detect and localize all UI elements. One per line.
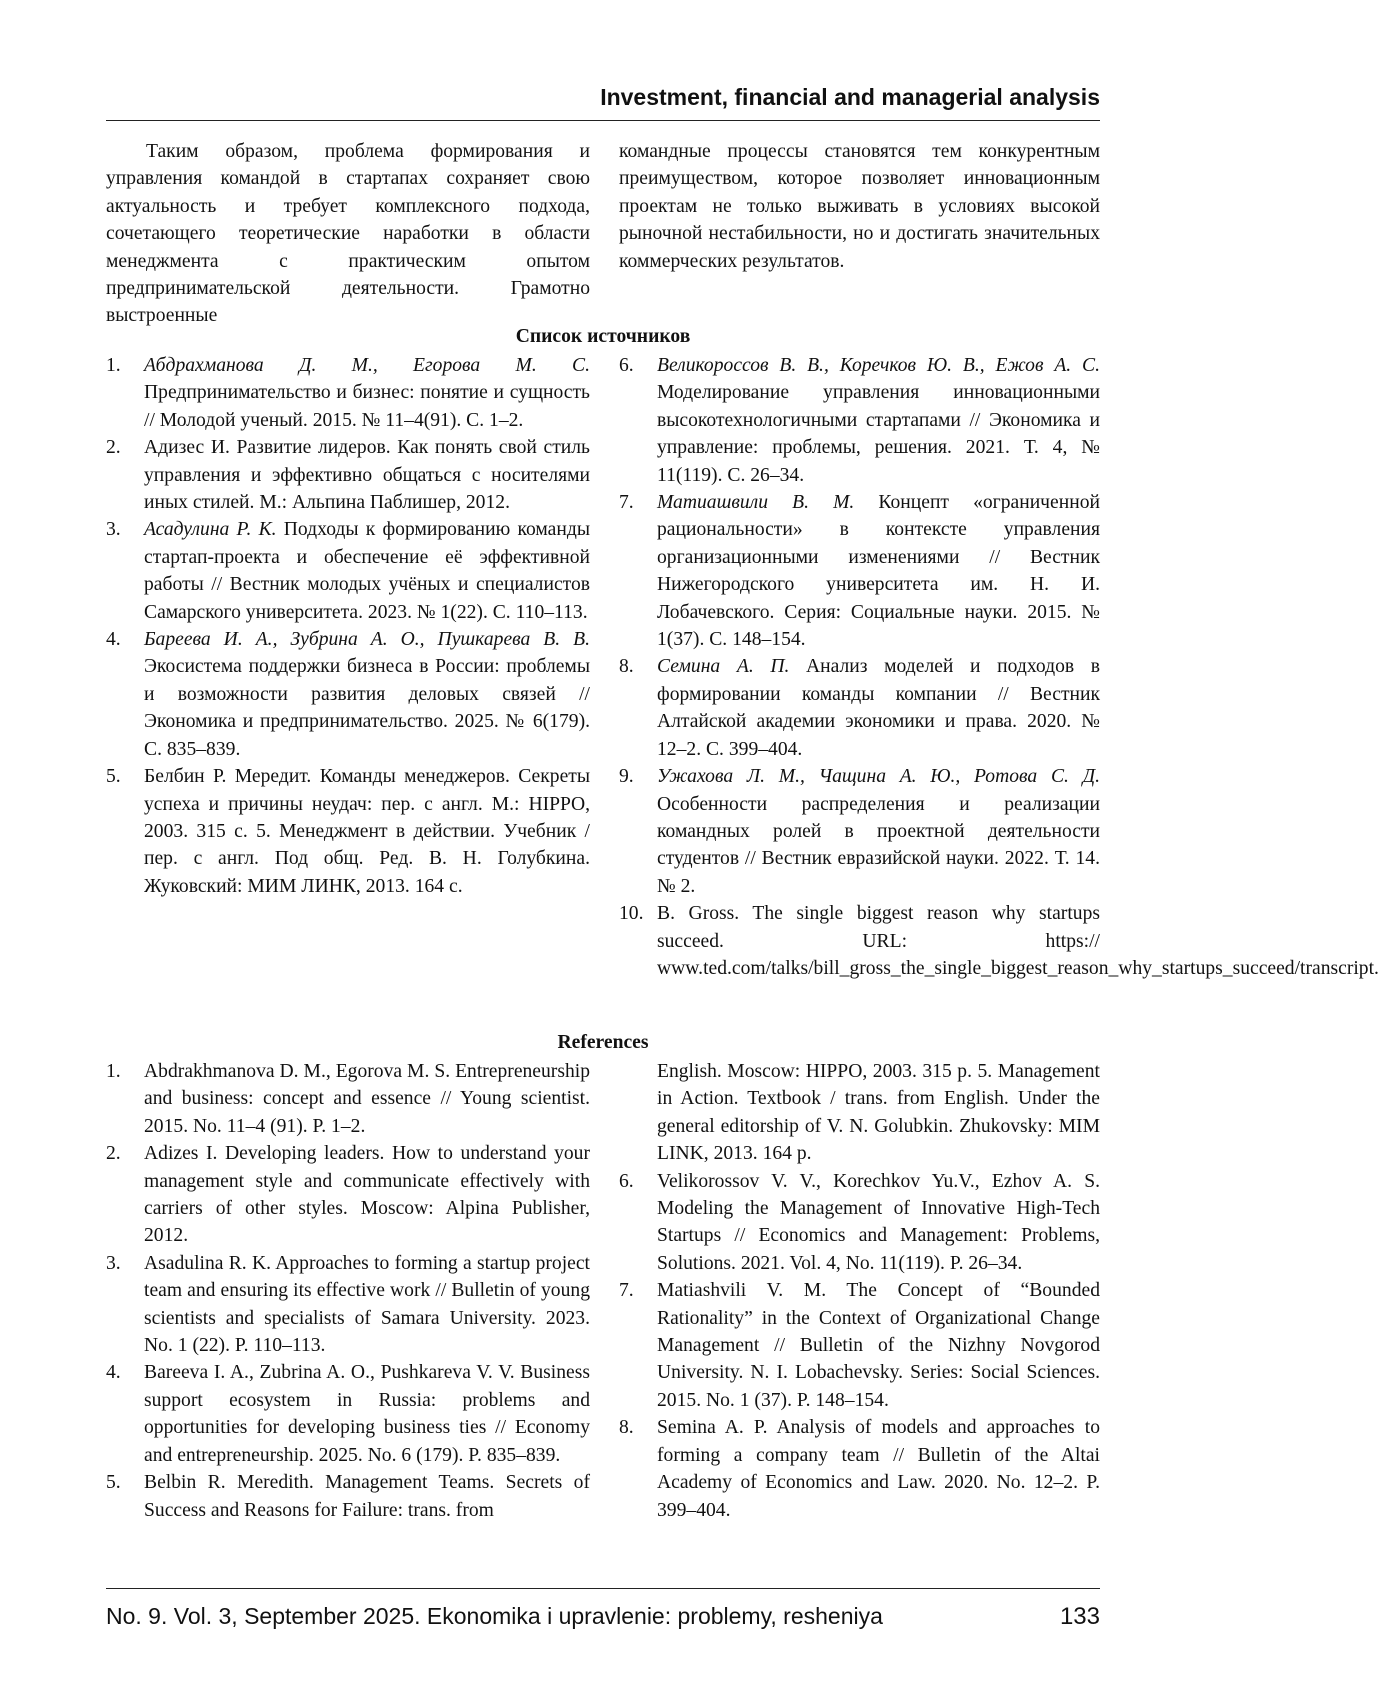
references-list-left: [106, 1058, 590, 1524]
reference-item: 3. Asadulina R. K. Approaches to forming a startup project team and ensuring its effective work // Bulletin of young scientists and specialists of Samara University. 2023. No. 1 (22). P. 110–113.: [106, 1252, 590, 1357]
reference-item: 2. Adizes I. Developing leaders. How to understand your management style and communicate effectively with carriers of other styles. Moscow: Alpina Publisher, 2012.: [106, 1143, 590, 1247]
reference-item: 1. Abdrakhmanova D. M., Egorova M. S. Entrepreneurship and business: concept and essence // Young scientist. 2015. No. 11–4 (91). P. 1–2.: [106, 1061, 590, 1137]
source-item: 3. Асадулина Р. К. Подходы к формированию команды стартап-проекта и обеспечение её эффективной работы // Вестник молодых учёных и специалистов Самарского университета. 2023. № 1(22). С. 110–113.: [106, 519, 590, 623]
intro-paragraph-left: Таким образом, проблема формирования и управления командой в стартапах сохраняет свою актуальность и требует комплексного подхода, сочетающего теоретические наработки в области менеджмента с практическим опытом предпринимательской деятельности. Грамотно выстроенные: [106, 141, 590, 327]
references-title: References: [557, 1032, 649, 1053]
reference-item: 4. Bareeva I. A., Zubrina A. O., Pushkareva V. V. Business support ecosystem in Russia: problems and opportunities for developing business ties // Economy and entrepreneurship. 2025. No. 6 (179). P. 835–839.: [106, 1362, 590, 1466]
sources-title: Список источников: [515, 326, 691, 347]
reference-item-continuation: English. Moscow: HIPPO, 2003. 315 p. 5. Management in Action. Textbook / trans. from English. Under the general editorship of V. N. Golubkin. Zhukovsky: MIM LINK, 2013. 164 p.: [657, 1061, 1100, 1165]
journal-citation: No. 9. Vol. 3, September 2025. Ekonomika i upravlenie: problemy, resheniya: [106, 1603, 883, 1629]
source-item: 1. Абдрахманова Д. М., Егорова М. С. Предпринимательство и бизнес: понятие и сущность // Молодой ученый. 2015. № 11–4(91). С. 1–2.: [106, 355, 590, 431]
source-item: 5. Белбин Р. Мередит. Команды менеджеров. Секреты успеха и причины неудач: пер. с англ. М.: HIPPO, 2003. 315 с. 5. Менеджмент в действии. Учебник / пер. с англ. Под общ. Ред. В. Н. Голубкина. Жуковский: МИМ ЛИНК, 2013. 164 с.: [106, 766, 590, 897]
source-item: 6. Великороссов В. В., Коречков Ю. В., Ежов А. С. Моделирование управления инновационными высокотехнологичными стартапами // Экономика и управление: проблемы, решения. 2021. Т. 4, № 11(119). С. 26–34.: [619, 355, 1100, 486]
source-item: 7. Матиашвили В. М. Концепт «ограниченной рациональности» в контексте управления организационными изменениями // Вестник Нижегородского университета им. Н. И. Лобачевского. Серия: Социальные науки. 2015. № 1(37). С. 148–154.: [619, 492, 1100, 651]
page-number: 133: [1059, 1603, 1100, 1630]
reference-item: 6. Velikorossov V. V., Korechkov Yu.V., Ezhov A. S. Modeling the Management of Innovative High-Tech Startups // Economics and Management: Problems, Solutions. 2021. Vol. 4, No. 11(119). P. 26–34.: [619, 1170, 1100, 1274]
source-item: 4. Бареева И. А., Зубрина А. О., Пушкарева В. В. Экосистема поддержки бизнеса в России: проблемы и возможности развития деловых связей // Экономика и предпринимательство. 2025. № 6(179). С. 835–839.: [106, 629, 590, 760]
footer-rule: [106, 1588, 1100, 1589]
source-item: 2. Адизес И. Развитие лидеров. Как понять свой стиль управления и эффективно общаться с носителями иных стилей. М.: Альпина Паблишер, 2012.: [106, 437, 590, 514]
reference-item: 8. Semina A. P. Analysis of models and approaches to forming a company team // Bulletin of the Altai Academy of Economics and Law. 2020. No. 12–2. P. 399–404.: [619, 1417, 1100, 1521]
intro-paragraph-right: командные процессы становятся тем конкурентным преимуществом, которое позволяет инновационным проектам не только выживать в условиях высокой рыночной нестабильности, но и достигать значительных коммерческих результатов.: [619, 141, 1100, 272]
references-list-right: [619, 1058, 1100, 1524]
sources-list-right: [619, 352, 1379, 982]
source-item: 10. B. Gross. The single biggest reason why startups succeed. URL: https:// www.ted.com/talks/bill_gross_the_single_biggest_reason_why_startups_succeed/transcript.: [619, 903, 1379, 979]
page-header: [106, 82, 1100, 121]
sources-list-left: [106, 352, 590, 900]
reference-item: 5. Belbin R. Meredith. Management Teams. Secrets of Success and Reasons for Failure: trans. from: [106, 1472, 590, 1521]
source-item: 9. Ужахова Л. М., Чащина А. Ю., Ротова С. Д. Особенности распределения и реализации командных ролей в проектной деятельности студентов // Вестник евразийской науки. 2022. Т. 14. № 2.: [619, 766, 1100, 897]
running-title: Investment, financial and managerial analysis: [600, 84, 1100, 110]
source-item: 8. Семина А. П. Анализ моделей и подходов в формировании команды компании // Вестник Алтайской академии экономики и права. 2020. № 12–2. С. 399–404.: [619, 656, 1100, 760]
reference-item: 7. Matiashvili V. M. The Concept of “Bounded Rationality” in the Context of Organizational Change Management // Bulletin of the Nizhny Novgorod University. N. I. Lobachevsky. Series: Social Sciences. 2015. No. 1 (37). P. 148–154.: [619, 1280, 1100, 1411]
